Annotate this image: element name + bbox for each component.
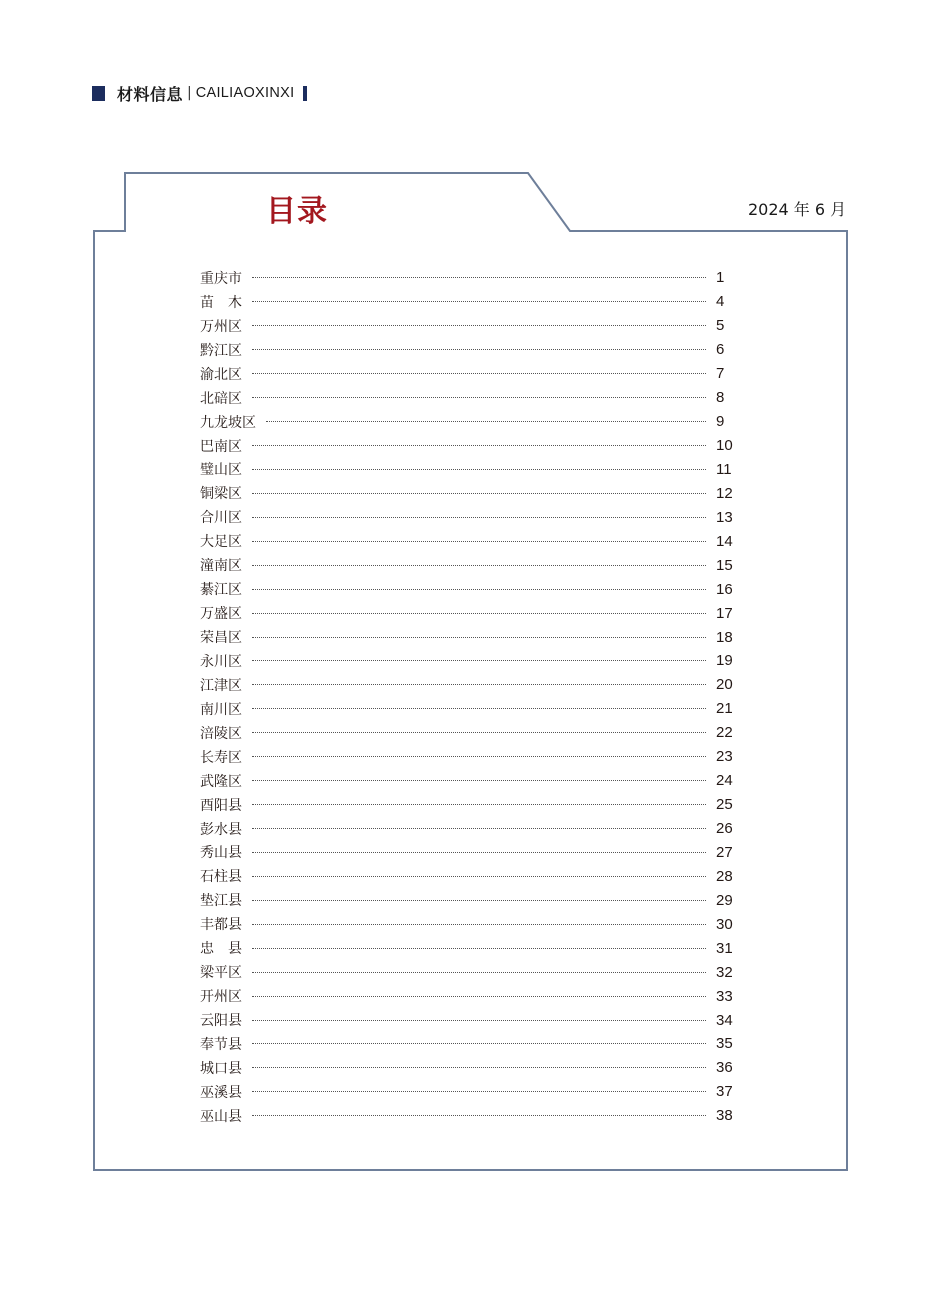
toc-entry-leader	[252, 565, 706, 566]
toc-entry-name: 渝北区	[200, 366, 242, 383]
toc-entry-name: 合川区	[200, 510, 242, 527]
toc-entry-page: 17	[716, 604, 733, 622]
toc-entry-leader	[252, 780, 706, 781]
toc-entry[interactable]	[200, 481, 748, 505]
toc-entry-leader	[252, 924, 706, 925]
toc-entry-name: 綦江区	[200, 582, 242, 599]
toc-entry[interactable]	[200, 1056, 748, 1080]
toc-entry-name: 涪陵区	[200, 725, 242, 742]
toc-entry-leader	[252, 493, 706, 494]
toc-entry[interactable]	[200, 410, 748, 434]
header-title-cn: 材料信息	[117, 84, 184, 104]
toc-entry[interactable]	[200, 793, 748, 817]
toc-entry-page: 19	[716, 652, 733, 670]
toc-entry-name: 永川区	[200, 653, 242, 670]
toc-entry[interactable]	[200, 601, 748, 625]
header-separator: |	[187, 85, 192, 101]
toc-entry-leader	[252, 277, 706, 278]
toc-entry[interactable]	[200, 912, 748, 936]
toc-entry-name: 北碚区	[200, 390, 242, 407]
toc-entry-name: 黔江区	[200, 342, 242, 359]
toc-entry-leader	[252, 996, 706, 997]
toc-entry-leader	[252, 1091, 706, 1092]
toc-entry-leader	[252, 349, 706, 350]
toc-entry[interactable]	[200, 625, 748, 649]
toc-entry-page: 31	[716, 939, 733, 957]
toc-entry-page: 23	[716, 748, 733, 766]
toc-entry-name: 巫溪县	[200, 1084, 242, 1101]
toc-entry-page: 33	[716, 987, 733, 1005]
toc-entry-leader	[252, 684, 706, 685]
toc-entry-leader	[252, 469, 706, 470]
toc-entry-leader	[252, 804, 706, 805]
toc-entry-name: 城口县	[200, 1060, 242, 1077]
toc-entry-page: 22	[716, 724, 733, 742]
toc-entry-name: 梁平区	[200, 965, 242, 982]
toc-entry-leader	[252, 1115, 706, 1116]
toc-entry[interactable]	[200, 529, 748, 553]
toc-entry-page: 26	[716, 820, 733, 838]
toc-entry-leader	[252, 756, 706, 757]
toc-entry[interactable]	[200, 434, 748, 458]
toc-entry-leader	[252, 876, 706, 877]
toc-entry[interactable]	[200, 841, 748, 865]
toc-entry[interactable]	[200, 1080, 748, 1104]
toc-entry-leader	[252, 708, 706, 709]
toc-entry-leader	[252, 517, 706, 518]
toc-entry-leader	[252, 732, 706, 733]
toc-entry-leader	[252, 301, 706, 302]
toc-entry-leader	[252, 900, 706, 901]
toc-entry-name: 酉阳县	[200, 797, 242, 814]
toc-entry-leader	[252, 445, 706, 446]
toc-entry[interactable]	[200, 817, 748, 841]
toc-entry[interactable]	[200, 266, 748, 290]
toc-entry-leader	[252, 1043, 706, 1044]
toc-entry-page: 10	[716, 437, 733, 455]
toc-entry-name: 丰都县	[200, 917, 242, 934]
toc-list	[200, 266, 748, 1128]
toc-entry-name: 苗 木	[200, 294, 242, 311]
toc-entry-leader	[252, 828, 706, 829]
toc-entry-leader	[252, 373, 706, 374]
toc-entry-page: 7	[716, 365, 725, 383]
toc-entry-leader	[252, 660, 706, 661]
toc-entry-page: 15	[716, 556, 733, 574]
toc-entry[interactable]	[200, 936, 748, 960]
toc-entry-page: 24	[716, 772, 733, 790]
toc-entry-page: 8	[716, 389, 725, 407]
toc-entry[interactable]	[200, 721, 748, 745]
toc-entry[interactable]	[200, 458, 748, 482]
toc-entry-page: 20	[716, 676, 733, 694]
toc-entry-name: 彭水县	[200, 821, 242, 838]
toc-entry-page: 11	[716, 460, 732, 478]
toc-entry[interactable]	[200, 386, 748, 410]
toc-entry-leader	[252, 541, 706, 542]
toc-entry-page: 6	[716, 341, 725, 359]
header-title-en: CAILIAOXINXI	[195, 85, 295, 101]
toc-entry-name: 巫山县	[200, 1108, 242, 1125]
toc-entry-page: 37	[716, 1083, 733, 1101]
toc-date: 2024 年 6 月	[748, 200, 847, 219]
toc-entry[interactable]	[200, 505, 748, 529]
toc-entry-page: 14	[716, 532, 733, 550]
toc-entry[interactable]	[200, 1104, 748, 1128]
toc-entry[interactable]	[200, 1008, 748, 1032]
toc-entry[interactable]	[200, 649, 748, 673]
toc-entry[interactable]	[200, 314, 748, 338]
toc-entry-name: 开州区	[200, 989, 242, 1006]
toc-entry-name: 武隆区	[200, 773, 242, 790]
toc-entry[interactable]	[200, 984, 748, 1008]
toc-entry-name: 云阳县	[200, 1013, 242, 1030]
toc-entry-leader	[252, 948, 706, 949]
toc-entry-page: 35	[716, 1035, 733, 1053]
toc-entry-leader	[252, 1020, 706, 1021]
toc-entry-page: 1	[716, 269, 725, 287]
toc-entry-leader	[252, 325, 706, 326]
toc-entry-page: 29	[716, 891, 733, 909]
toc-title: 目录	[266, 194, 328, 229]
toc-entry-page: 34	[716, 1011, 733, 1029]
toc-entry-page: 38	[716, 1107, 733, 1125]
toc-entry-name: 九龙坡区	[200, 414, 256, 431]
toc-entry-name: 江津区	[200, 677, 242, 694]
toc-entry-leader	[252, 589, 706, 590]
toc-entry-page: 18	[716, 628, 733, 646]
toc-entry-name: 铜梁区	[200, 486, 242, 503]
toc-entry-leader	[266, 421, 706, 422]
toc-entry[interactable]	[200, 553, 748, 577]
toc-entry[interactable]	[200, 960, 748, 984]
toc-entry-name: 荣昌区	[200, 630, 242, 647]
toc-entry[interactable]	[200, 362, 748, 386]
toc-entry-name: 南川区	[200, 701, 242, 718]
toc-entry-name: 大足区	[200, 534, 242, 551]
toc-entry-name: 万州区	[200, 318, 242, 335]
toc-entry-page: 27	[716, 843, 733, 861]
toc-entry-leader	[252, 613, 706, 614]
toc-entry-page: 13	[716, 508, 733, 526]
toc-entry-name: 垫江县	[200, 893, 242, 910]
toc-entry-page: 25	[716, 796, 733, 814]
toc-entry-page: 32	[716, 963, 733, 981]
toc-entry[interactable]	[200, 290, 748, 314]
toc-entry[interactable]	[200, 745, 748, 769]
toc-entry[interactable]	[200, 673, 748, 697]
toc-entry[interactable]	[200, 338, 748, 362]
toc-entry[interactable]	[200, 697, 748, 721]
toc-entry-leader	[252, 972, 706, 973]
toc-entry-name: 忠 县	[200, 941, 242, 958]
toc-entry-page: 9	[716, 413, 725, 431]
toc-entry-page: 16	[716, 580, 733, 598]
toc-entry-page: 5	[716, 317, 725, 335]
toc-entry[interactable]	[200, 864, 748, 888]
toc-entry-name: 奉节县	[200, 1036, 242, 1053]
toc-entry-leader	[252, 637, 706, 638]
toc-entry[interactable]	[200, 577, 748, 601]
toc-entry-name: 万盛区	[200, 606, 242, 623]
toc-entry-name: 璧山区	[200, 462, 242, 479]
toc-entry[interactable]	[200, 888, 748, 912]
toc-entry-name: 巴南区	[200, 438, 242, 455]
toc-entry[interactable]	[200, 769, 748, 793]
toc-entry-page: 4	[716, 293, 725, 311]
toc-entry-page: 36	[716, 1059, 733, 1077]
toc-entry-leader	[252, 1067, 706, 1068]
toc-entry[interactable]	[200, 1032, 748, 1056]
toc-entry-leader	[252, 852, 706, 853]
toc-entry-name: 重庆市	[200, 270, 242, 287]
toc-entry-name: 秀山县	[200, 845, 242, 862]
toc-entry-page: 12	[716, 484, 733, 502]
toc-entry-page: 28	[716, 867, 733, 885]
toc-entry-page: 21	[716, 700, 733, 718]
toc-entry-name: 潼南区	[200, 558, 242, 575]
toc-entry-page: 30	[716, 915, 733, 933]
toc-entry-name: 长寿区	[200, 749, 242, 766]
toc-entry-leader	[252, 397, 706, 398]
toc-entry-name: 石柱县	[200, 869, 242, 886]
